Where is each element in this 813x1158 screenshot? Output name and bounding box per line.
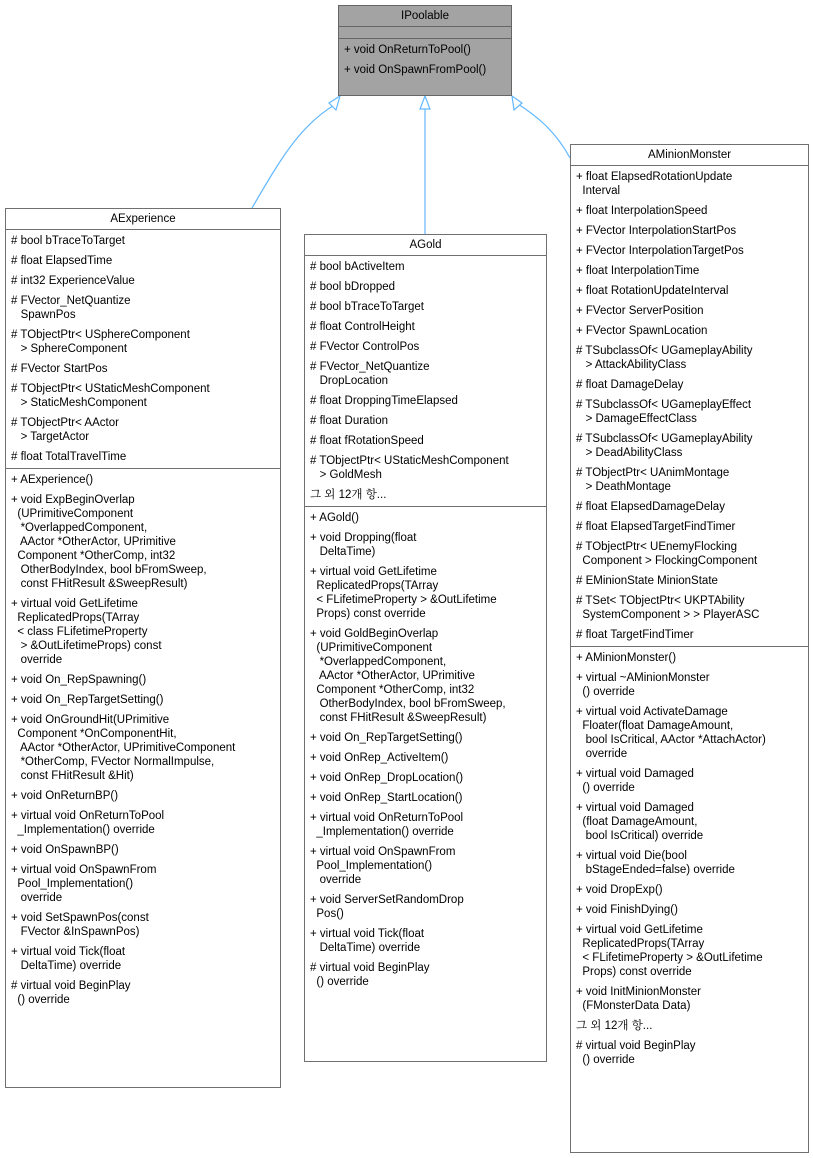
method: # virtual void BeginPlay () override xyxy=(310,962,430,988)
class-title: AExperience xyxy=(6,209,280,230)
edge-aminionmonster-to-ipoolable xyxy=(518,104,570,158)
method: + virtual void GetLifetime ReplicatedProps(TArray < FLifetimeProperty > &OutLifetime Props) const override xyxy=(310,566,497,620)
attribute: # FVector_NetQuantize DropLocation xyxy=(310,361,430,387)
attribute: # float ControlHeight xyxy=(310,321,415,333)
class-box-agold[interactable] xyxy=(304,234,547,1062)
attribute: # float Duration xyxy=(310,415,388,427)
attribute: # float ElapsedDamageDelay xyxy=(576,501,725,513)
attribute: # bool bTraceToTarget xyxy=(310,301,425,313)
method: + virtual void OnReturnToPool _Implementation() override xyxy=(310,812,464,838)
attribute: # int32 ExperienceValue xyxy=(11,275,135,287)
class-box-aexperience[interactable] xyxy=(5,208,281,1088)
attribute: # TObjectPtr< USphereComponent > SphereComponent xyxy=(11,329,190,355)
attribute: # FVector StartPos xyxy=(11,363,108,375)
method: + virtual void OnSpawnFrom Pool_Implementation() override xyxy=(310,846,456,886)
attribute: # TSubclassOf< UGameplayAbility > AttackAbilityClass xyxy=(576,345,753,371)
method: + void OnSpawnFromPool() xyxy=(344,64,487,76)
methods-section xyxy=(6,469,280,1011)
attribute: # bool bTraceToTarget xyxy=(11,235,126,247)
attribute: # float fRotationSpeed xyxy=(310,435,424,447)
attribute: + FVector ServerPosition xyxy=(576,305,704,317)
method: + void SetSpawnPos(const FVector &InSpawnPos) xyxy=(11,912,149,938)
method: + virtual void GetLifetime ReplicatedProps(TArray < class FLifetimeProperty > &OutLifetimeProps) const override xyxy=(11,598,162,666)
method: + void OnReturnBP() xyxy=(11,790,119,802)
attribute: + float InterpolationSpeed xyxy=(576,205,708,217)
attributes-section xyxy=(6,230,280,469)
attribute: # TObjectPtr< UAnimMontage > DeathMontage xyxy=(576,467,730,493)
attribute: # float ElapsedTime xyxy=(11,255,113,267)
method: + void ExpBeginOverlap (UPrimitiveComponent *OverlappedComponent, AActor *OtherActor, UPrimitive Component *OtherComp, int32 OtherBodyIndex, bool bFromSweep, const FHitResult &SweepResult) xyxy=(11,494,207,590)
method: + void GoldBeginOverlap (UPrimitiveComponent *OverlappedComponent, AActor *OtherActor, UPrimitive Component *OtherComp, int32 OtherBodyIndex, bool bFromSweep, const FHitResult &SweepResult) xyxy=(310,628,506,724)
method: + virtual void GetLifetime ReplicatedProps(TArray < FLifetimeProperty > &OutLifetime Props) const override xyxy=(576,924,763,978)
inherit-arrowhead-aminionmonster xyxy=(512,96,522,110)
attribute: # float ElapsedTargetFindTimer xyxy=(576,521,736,533)
attribute: # bool bDropped xyxy=(310,281,396,293)
method: + void On_RepTargetSetting() xyxy=(310,732,463,744)
class-box-ipoolable[interactable] xyxy=(338,5,512,96)
method: + virtual void Damaged (float DamageAmount, bool IsCritical) override xyxy=(576,802,704,842)
attributes-section xyxy=(339,27,511,39)
methods-section xyxy=(339,39,511,81)
class-title: AGold xyxy=(305,235,546,256)
attribute: # bool bActiveItem xyxy=(310,261,405,273)
attributes-section xyxy=(305,256,546,507)
class-title: AMinionMonster xyxy=(571,145,808,166)
method: + void OnGroundHit(UPrimitive Component *OnComponentHit, AActor *OtherActor, UPrimitiveComponent *OtherComp, FVector NormalImpulse, const FHitResult &Hit) xyxy=(11,714,236,782)
method: + virtual void Damaged () override xyxy=(576,768,694,794)
method: + virtual void Tick(float DeltaTime) override xyxy=(310,928,425,954)
method: + void On_RepTargetSetting() xyxy=(11,694,164,706)
edge-aexperience-to-ipoolable xyxy=(252,104,336,208)
attribute: # TObjectPtr< UStaticMeshComponent > StaticMeshComponent xyxy=(11,383,210,409)
attribute: # TObjectPtr< AActor > TargetActor xyxy=(11,417,119,443)
attribute: # TObjectPtr< UStaticMeshComponent > GoldMesh xyxy=(310,455,509,481)
attribute: + FVector SpawnLocation xyxy=(576,325,708,337)
more-members-link[interactable]: 그 외 12개 항... xyxy=(576,1020,653,1032)
method: + AGold() xyxy=(310,512,359,524)
attribute: # TSubclassOf< UGameplayEffect > DamageEffectClass xyxy=(576,399,752,425)
more-members-link[interactable]: 그 외 12개 항... xyxy=(310,489,387,501)
attribute: # FVector_NetQuantize SpawnPos xyxy=(11,295,131,321)
attribute: # FVector ControlPos xyxy=(310,341,420,353)
class-box-aminionmonster[interactable] xyxy=(570,144,809,1153)
inherit-arrowhead-agold xyxy=(420,96,430,109)
method: + void OnRep_StartLocation() xyxy=(310,792,463,804)
attribute: # TSubclassOf< UGameplayAbility > DeadAbilityClass xyxy=(576,433,753,459)
method: + void OnReturnToPool() xyxy=(344,44,471,56)
method: # virtual void BeginPlay () override xyxy=(576,1040,696,1066)
method: + virtual void ActivateDamage Floater(float DamageAmount, bool IsCritical, AActor *AttachActor) override xyxy=(576,706,766,760)
method: + void ServerSetRandomDrop Pos() xyxy=(310,894,464,920)
method: + void OnRep_ActiveItem() xyxy=(310,752,449,764)
method: + AExperience() xyxy=(11,474,94,486)
method: + void Dropping(float DeltaTime) xyxy=(310,532,417,558)
attribute: + FVector InterpolationStartPos xyxy=(576,225,737,237)
attribute: + float InterpolationTime xyxy=(576,265,700,277)
attribute: # float DroppingTimeElapsed xyxy=(310,395,458,407)
method: + virtual void Die(bool bStageEnded=false) override xyxy=(576,850,735,876)
attributes-section xyxy=(571,166,808,647)
method: + virtual ~AMinionMonster () override xyxy=(576,672,710,698)
method: + void InitMinionMonster (FMonsterData Data) xyxy=(576,986,701,1012)
method: + void FinishDying() xyxy=(576,904,678,916)
method: + virtual void OnReturnToPool _Implementation() override xyxy=(11,810,165,836)
method: + void OnRep_DropLocation() xyxy=(310,772,464,784)
attribute: # float TargetFindTimer xyxy=(576,629,694,641)
methods-section xyxy=(571,647,808,1071)
method: + virtual void Tick(float DeltaTime) override xyxy=(11,946,126,972)
class-title: IPoolable xyxy=(339,6,511,27)
attribute: # float DamageDelay xyxy=(576,379,684,391)
method: + void DropExp() xyxy=(576,884,663,896)
attribute: + float RotationUpdateInterval xyxy=(576,285,729,297)
attribute: # EMinionState MinionState xyxy=(576,575,718,587)
method: # virtual void BeginPlay () override xyxy=(11,980,131,1006)
attribute: + FVector InterpolationTargetPos xyxy=(576,245,744,257)
method: + void On_RepSpawning() xyxy=(11,674,147,686)
methods-section xyxy=(305,507,546,993)
method: + AMinionMonster() xyxy=(576,652,677,664)
method: + void OnSpawnBP() xyxy=(11,844,119,856)
attribute: # TSet< TObjectPtr< UKPTAbility SystemComponent > > PlayerASC xyxy=(576,595,760,621)
attribute: # float TotalTravelTime xyxy=(11,451,127,463)
attribute: + float ElapsedRotationUpdate Interval xyxy=(576,171,733,197)
attribute: # TObjectPtr< UEnemyFlocking Component > FlockingComponent xyxy=(576,541,758,567)
method: + virtual void OnSpawnFrom Pool_Implementation() override xyxy=(11,864,157,904)
